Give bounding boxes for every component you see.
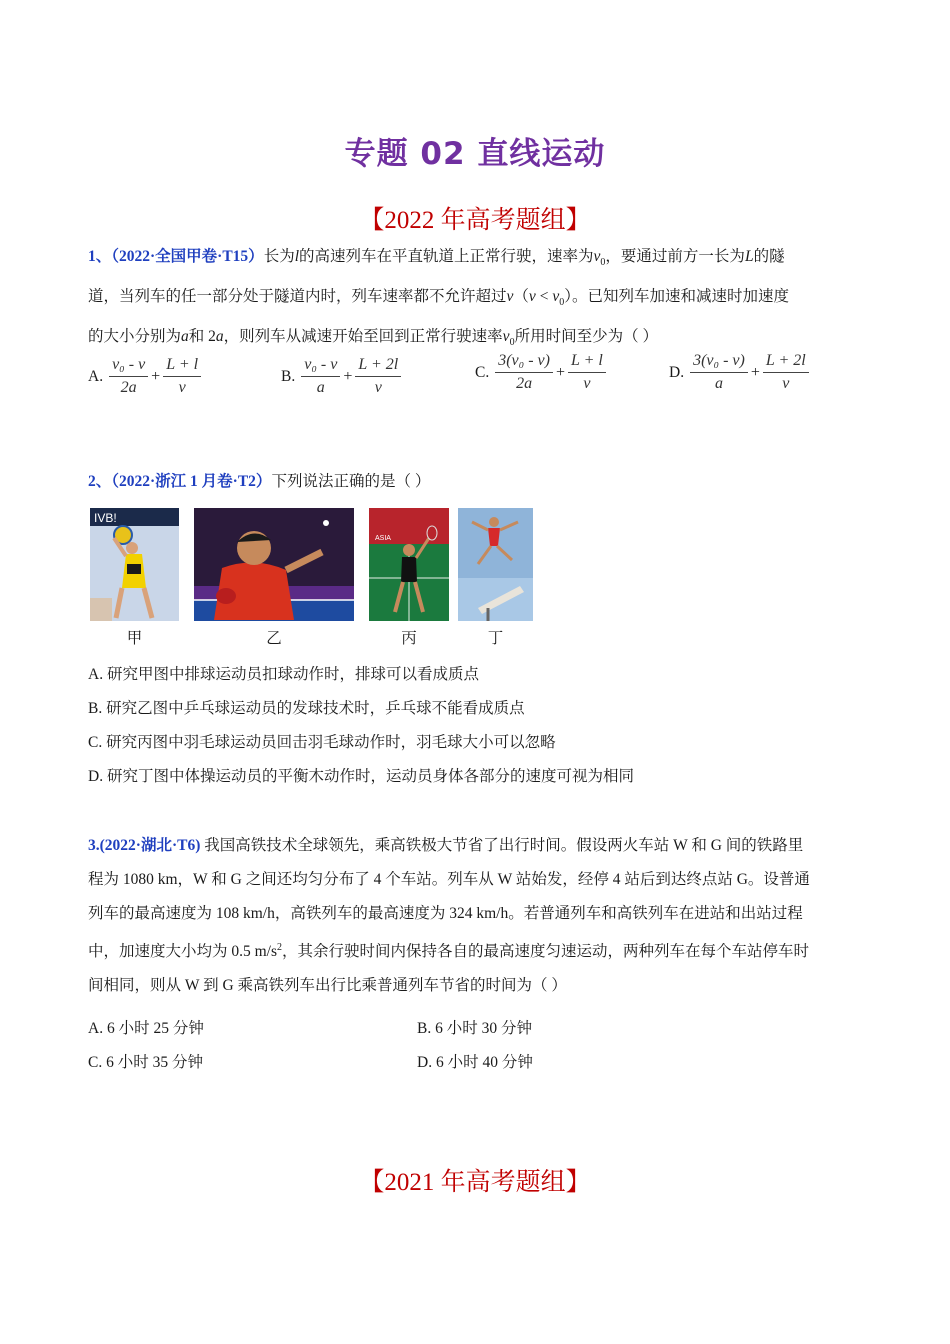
q1-var-a: a <box>181 328 189 346</box>
q1-text: 所用时间至少为（ ） <box>514 328 658 346</box>
question-3-line-1 <box>88 829 866 863</box>
fraction-denominator: 2a <box>516 375 533 392</box>
option-label: D. <box>669 363 685 381</box>
q3-text: 我国高铁技术全球领先，乘高铁极大节省了出行时间。假设两火车站 W 和 G 间的铁路里 <box>204 837 804 854</box>
q1-text: 的大小分别为 <box>88 328 182 346</box>
q3-text: 中，加速度大小均为 0.5 m/s <box>88 943 278 961</box>
caption-ding: 丁 <box>487 630 504 647</box>
option-label: C. <box>475 363 490 381</box>
question-3-line-4 <box>88 931 866 969</box>
question-2-stem: 下列说法正确的是（ ） <box>271 473 431 490</box>
q1-var-v0: v <box>502 328 510 346</box>
q1-text: 道，当列车的任一部分处于隧道内时，列车速率都不允许超过 <box>88 288 507 306</box>
fraction <box>301 356 340 397</box>
section-heading-2022: 【2022 年高考题组】 <box>359 207 591 234</box>
badminton-player-picture <box>369 508 449 621</box>
fraction-denominator: v <box>374 379 382 396</box>
q1-option-b[interactable] <box>281 356 401 397</box>
question-3 <box>88 829 866 1003</box>
fraction <box>495 352 553 393</box>
fraction-numerator: v₀ - v <box>301 356 340 377</box>
q1-text: 的高速列车在平直轨道上正常行驶，速率为 <box>299 248 594 265</box>
question-2-head: 2、（2022·浙江 1 月卷·T2） <box>88 473 272 490</box>
fraction-denominator: a <box>316 379 325 396</box>
q1-var-v0: v <box>593 248 601 265</box>
plus-sign: + <box>750 363 760 381</box>
fraction <box>163 356 201 397</box>
q1-text: 的隧 <box>753 248 785 265</box>
svg-text:ASIA: ASIA <box>375 535 391 542</box>
q2-option-c[interactable]: C. 研究丙图中羽毛球运动员回击羽毛球动作时，羽毛球大小可以忽略 <box>88 734 556 751</box>
q1-sub: 0 <box>600 257 606 269</box>
caption-jia: 甲 <box>126 630 143 647</box>
q1-option-c[interactable] <box>475 352 606 393</box>
q1-text: < <box>535 288 553 306</box>
q1-var-a: a <box>215 328 224 346</box>
option-label: A. <box>88 367 104 385</box>
question-3-line-3: 列车的最高速度为 108 km/h，高铁列车的最高速度为 324 km/h。若普通列车和高铁列车在进站和出站过程 <box>88 905 803 922</box>
fraction-denominator: v <box>178 379 186 396</box>
q3-option-b[interactable]: B. 6 小时 30 分钟 <box>417 1020 532 1037</box>
q1-var-v0: v <box>552 288 560 306</box>
fraction-denominator: v <box>583 375 591 392</box>
fraction-numerator: L + 2l <box>763 352 809 373</box>
question-3-head: 3.(2022·湖北·T6) <box>88 837 201 854</box>
question-1-head: 1、（2022·全国甲卷·T15） <box>88 248 264 265</box>
fraction-numerator: 3(v₀ - v) <box>495 352 553 373</box>
q1-text: 长为 <box>263 248 295 265</box>
fraction-numerator: 3(v₀ - v) <box>690 352 748 373</box>
volleyball-player-picture <box>90 508 179 621</box>
fraction <box>690 352 748 393</box>
fraction-denominator: 2a <box>120 379 137 396</box>
fraction <box>109 356 148 397</box>
q3-text: ，其余行驶时间内保持各自的最高速度匀速运动，两种列车在每个车站停车时 <box>282 943 810 961</box>
plus-sign: + <box>343 367 353 385</box>
q1-var-l: l <box>294 248 300 265</box>
question-2 <box>88 465 866 499</box>
q1-var-v: v <box>506 288 514 306</box>
q3-option-a[interactable]: A. 6 小时 25 分钟 <box>88 1020 204 1037</box>
image-badminton <box>369 508 449 621</box>
fraction-numerator: L + 2l <box>355 356 401 377</box>
q2-option-b[interactable]: B. 研究乙图中乒乓球运动员的发球技术时，乒乓球不能看成质点 <box>88 700 525 717</box>
caption-yi: 乙 <box>266 630 282 647</box>
fraction-denominator: v <box>782 375 790 392</box>
q2-option-a[interactable]: A. 研究甲图中排球运动员扣球动作时，排球可以看成质点 <box>88 666 479 683</box>
image-table-tennis <box>194 508 354 621</box>
question-1-line-1 <box>88 240 866 280</box>
page-title: 专题 02 直线运动 <box>344 136 606 172</box>
q1-text: ，要通过前方一长为 <box>605 248 745 265</box>
fraction-numerator: v₀ - v <box>109 356 148 377</box>
table-tennis-player-picture <box>194 508 354 621</box>
q1-text: ）。已知列车加速和减速时加速度 <box>564 288 789 306</box>
q3-option-c[interactable]: C. 6 小时 35 分钟 <box>88 1054 203 1071</box>
fraction-numerator: L + l <box>163 356 201 377</box>
question-1-line-2 <box>88 280 866 320</box>
plus-sign: + <box>151 367 161 385</box>
question-1 <box>88 240 866 360</box>
option-label: B. <box>281 367 296 385</box>
question-3-line-5: 间相同，则从 W 到 G 乘高铁列车出行比乘普通列车节省的时间为（ ） <box>88 977 567 995</box>
q1-sub: 0 <box>509 337 515 349</box>
q3-option-d[interactable]: D. 6 小时 40 分钟 <box>417 1054 533 1071</box>
svg-text:IVB!: IVB! <box>94 511 117 525</box>
q3-sup: 2 <box>277 942 283 953</box>
fraction-numerator: L + l <box>568 352 606 373</box>
section-heading-2021: 【2021 年高考题组】 <box>359 1169 591 1196</box>
caption-bing: 丙 <box>401 630 417 647</box>
fraction <box>355 356 401 397</box>
q1-var-L: L <box>744 248 754 265</box>
q2-option-d[interactable]: D. 研究丁图中体操运动员的平衡木动作时，运动员身体各部分的速度可视为相同 <box>88 768 634 785</box>
plus-sign: + <box>555 363 565 381</box>
q1-var-v: v <box>528 288 536 306</box>
q1-text: 和 2 <box>188 328 216 346</box>
fraction <box>568 352 606 393</box>
gymnast-balance-beam-picture <box>458 508 533 621</box>
fraction <box>763 352 809 393</box>
q1-sub: 0 <box>559 297 565 309</box>
q1-option-a[interactable] <box>88 356 201 397</box>
q1-text: ，则列车从减速开始至回到正常行驶速率 <box>223 328 503 346</box>
q1-option-d[interactable] <box>669 352 809 393</box>
q1-text: （ <box>513 288 529 306</box>
image-volleyball <box>90 508 179 621</box>
question-3-line-2: 程为 1080 km，W 和 G 之间还均匀分布了 4 个车站。列车从 W 站始发，经停 4 站后到达终点站 G。设普通 <box>88 871 810 888</box>
image-balance-beam <box>458 508 533 621</box>
fraction-denominator: a <box>714 375 723 392</box>
